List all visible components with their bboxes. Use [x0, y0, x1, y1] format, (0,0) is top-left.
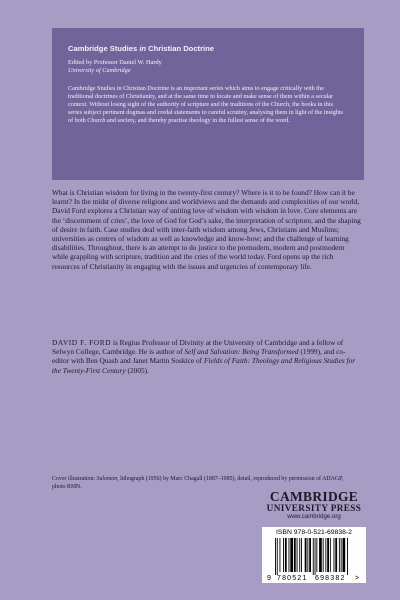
- cover-credit-prefix: Cover illustration:: [52, 476, 97, 482]
- series-title: [68, 44, 348, 53]
- author-book-2: Fields of Faith: Theology and Religious Studies for the Twenty-First Century: [52, 356, 356, 375]
- barcode-bar: [315, 538, 316, 575]
- editor-affiliation: University of Cambridge: [68, 67, 131, 74]
- barcode-bar: [305, 538, 307, 572]
- barcode-bar: [316, 538, 317, 572]
- book-blurb: What is Christian wisdom for living in the twenty-first century? Where is it to be found? How can it be learnt? In the midst of diverse religions and worldviews and the demands and complexities of our world, David Ford explores a Christian way of uniting love of wisdom with wisdom in love. Core elements are the ‘discernment of cries’, the love of God for God’s sake, the interpretation of scripture, and the shaping of desire in faith. Case studies deal with inter-faith wisdom among Jews, Christians and Muslims; universities as centres of wisdom as well as knowledge and know-how; and the challenge of learning disabilities. Throughout, there is an attempt to do justice to the premodern, modern and postmodern while grappling with scripture, tradition and the cries of the world today. Ford opens up the rich resources of Christianity in engaging with the issues and urgencies of contemporary life.: [52, 188, 361, 271]
- barcode-right-digits: 698382: [315, 575, 346, 582]
- publisher-press: UNIVERSITY PRESS: [266, 503, 362, 513]
- barcode-bar: [285, 538, 287, 572]
- barcode-bar: [323, 538, 324, 572]
- barcode-bar: [275, 538, 276, 575]
- barcode-bar: [280, 538, 281, 572]
- barcode-left-digits: 780521: [277, 575, 308, 582]
- barcode-bar: [294, 538, 296, 572]
- barcode-bar: [283, 538, 284, 572]
- barcode-bar: [343, 538, 346, 572]
- barcode-end-mark: >: [355, 575, 360, 582]
- barcode-bar: [327, 538, 329, 572]
- cover-credit-work: Salomon: [96, 476, 118, 482]
- series-box: [52, 28, 364, 180]
- barcode-bar: [319, 538, 322, 572]
- barcode-bar: [290, 538, 293, 572]
- author-bio-part-1: is Regius Professor of Divinity at the University of Cambridge and a fellow of Selwyn College, Cambridge. He is author of: [52, 338, 344, 357]
- barcode-bar: [313, 538, 314, 575]
- barcode-first-digit: 9: [267, 575, 271, 582]
- barcode-bar: [309, 538, 311, 572]
- barcode-bar: [301, 538, 302, 572]
- barcode-icon: [266, 538, 362, 582]
- barcode-bar: [339, 538, 340, 572]
- barcode-bar: [277, 538, 278, 575]
- barcode-bar: [335, 538, 337, 572]
- editor-name: Edited by Professor Daniel W. Hardy: [68, 59, 162, 66]
- author-book-1: Self and Salvation: Being Transformed: [184, 347, 299, 357]
- series-title-in: in: [139, 44, 147, 53]
- barcode-bar: [289, 538, 290, 572]
- barcode-bar: [299, 538, 300, 572]
- series-description: Cambridge Studies in Christian Doctrine is an important series which aims to engage critically with the traditional doctrines of Christianity, and at the same time to locate and make sense of them within a secular context. Without losing sight of the authority of scripture and the traditions of the Church, the books in this series subject pertinent dogmas and credal statements to careful scrutiny, analysing them in light of the insights of both Church and society, and thereby practise theology in the fullest sense of the word.: [68, 85, 344, 124]
- barcode-bar: [325, 538, 326, 572]
- barcode-box: [262, 527, 366, 583]
- barcode-bar: [334, 538, 335, 572]
- publisher-url: www.cambridge.org: [287, 513, 341, 520]
- publisher-logo: [262, 490, 366, 521]
- author-bio: [52, 338, 362, 375]
- cover-credit-rest: , lithograph (1956) by Marc Chagall (1887–1985), detail, reproduced by permission of ADAGP, photo RMN.: [52, 476, 344, 490]
- publisher-name: CAMBRIDGE: [269, 489, 359, 504]
- barcode-bar: [341, 538, 342, 572]
- series-title-suffix: Christian Doctrine: [146, 44, 214, 53]
- isbn-label: ISBN 978-0-521-69838-2: [276, 529, 352, 536]
- series-title-prefix: Cambridge Studies: [68, 44, 140, 53]
- barcode-bar: [297, 538, 298, 572]
- author-bio-part-2: (1999), and co-editor with Ben Quash and Janet Martin Soskice of: [52, 347, 346, 366]
- barcode-bars: [275, 538, 348, 575]
- barcode-bar: [347, 538, 348, 575]
- author-name: DAVID F. FORD: [52, 338, 112, 347]
- barcode-bar: [307, 538, 308, 572]
- author-bio-part-3: (2005).: [125, 365, 149, 375]
- series-editor: [68, 59, 348, 75]
- barcode-bar: [330, 538, 331, 572]
